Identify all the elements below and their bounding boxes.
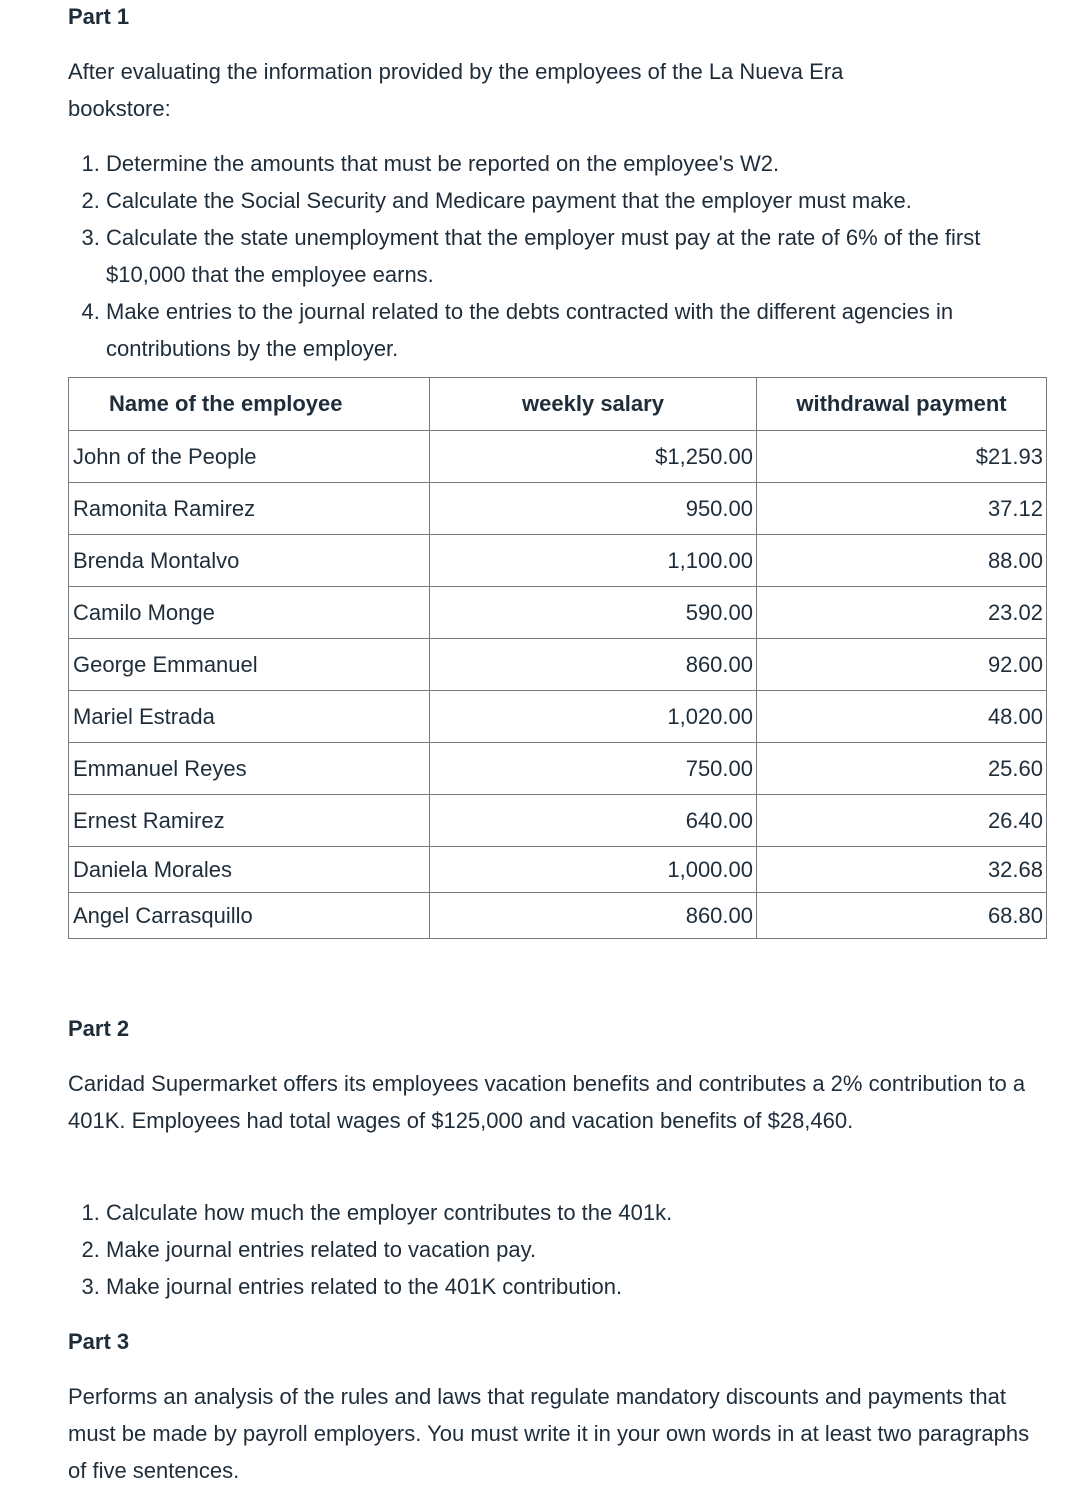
weekly-salary: 640.00 [430,795,757,847]
table-row [69,587,1047,639]
withdrawal-payment: 37.12 [757,483,1047,535]
column-header-name: Name of the employee [69,378,430,431]
weekly-salary: 1,100.00 [430,535,757,587]
employee-name: Angel Carrasquillo [69,893,430,939]
part1-intro: After evaluating the information provided by the employees of the La Nueva Era bookstore: [68,59,844,121]
part3-text-block [68,1378,1043,1489]
part2-heading: Part 2 [68,1016,130,1041]
table-row [69,483,1047,535]
part2-heading-block [68,1014,1048,1044]
column-header-withdrawal-payment: withdrawal payment [757,378,1047,431]
part3-text: Performs an analysis of the rules and laws that regulate mandatory discounts and payments that must be made by payroll employers. You must write it in your own words in at least two paragraphs of five sentences. [68,1384,1030,1483]
withdrawal-payment: 68.80 [757,893,1047,939]
weekly-salary: $1,250.00 [430,431,757,483]
weekly-salary: 1,000.00 [430,847,757,893]
table-header-row [69,378,1047,431]
employee-name: Mariel Estrada [69,691,430,743]
weekly-salary: 590.00 [430,587,757,639]
part3-heading: Part 3 [68,1329,130,1354]
employee-name: John of the People [69,431,430,483]
employee-name: Camilo Monge [69,587,430,639]
employee-name: Brenda Montalvo [69,535,430,587]
part1-task: 4. Make entries to the journal related to the debts contracted with the different agencies in contributions by the employer. [106,293,1043,367]
part2-intro: Caridad Supermarket offers its employees vacation benefits and contributes a 2% contribution to a 401K. Employees had total wages of $125,000 and vacation benefits of $28,460. [68,1071,1026,1133]
part1-task-list [68,145,1043,367]
table-row [69,795,1047,847]
weekly-salary: 1,020.00 [430,691,757,743]
table-row [69,639,1047,691]
withdrawal-payment: 26.40 [757,795,1047,847]
weekly-salary: 860.00 [430,639,757,691]
part1-heading: Part 1 [68,4,130,29]
withdrawal-payment: 88.00 [757,535,1047,587]
table-row [69,535,1047,587]
withdrawal-payment: 23.02 [757,587,1047,639]
employee-name: Ernest Ramirez [69,795,430,847]
part2-task: 2. Make journal entries related to vacation pay. [106,1231,1048,1268]
part2-task: 3. Make journal entries related to the 401K contribution. [106,1268,1048,1305]
withdrawal-payment: 32.68 [757,847,1047,893]
column-header-weekly-salary: weekly salary [430,378,757,431]
part2-intro-block [68,1065,1028,1139]
withdrawal-payment: 92.00 [757,639,1047,691]
part2-task-list [68,1194,1048,1305]
table-row [69,431,1047,483]
employee-name: Daniela Morales [69,847,430,893]
withdrawal-payment: $21.93 [757,431,1047,483]
part1-task: 2. Calculate the Social Security and Medicare payment that the employer must make. [106,182,1043,219]
part2-task: 1. Calculate how much the employer contributes to the 401k. [106,1194,1048,1231]
table-row [69,893,1047,939]
table-row [69,743,1047,795]
weekly-salary: 750.00 [430,743,757,795]
table-row [69,847,1047,893]
weekly-salary: 950.00 [430,483,757,535]
employee-name: George Emmanuel [69,639,430,691]
part1-intro-block [68,53,948,127]
employee-name: Emmanuel Reyes [69,743,430,795]
part1-task: 3. Calculate the state unemployment that the employer must pay at the rate of 6% of the first $10,000 that the employee earns. [106,219,1043,293]
table-row [69,691,1047,743]
withdrawal-payment: 25.60 [757,743,1047,795]
part3-heading-block [68,1327,1048,1357]
withdrawal-payment: 48.00 [757,691,1047,743]
employee-table [68,377,1047,939]
part1-heading-block [68,2,1048,32]
employee-name: Ramonita Ramirez [69,483,430,535]
part1-task: 1. Determine the amounts that must be reported on the employee's W2. [106,145,1043,182]
weekly-salary: 860.00 [430,893,757,939]
